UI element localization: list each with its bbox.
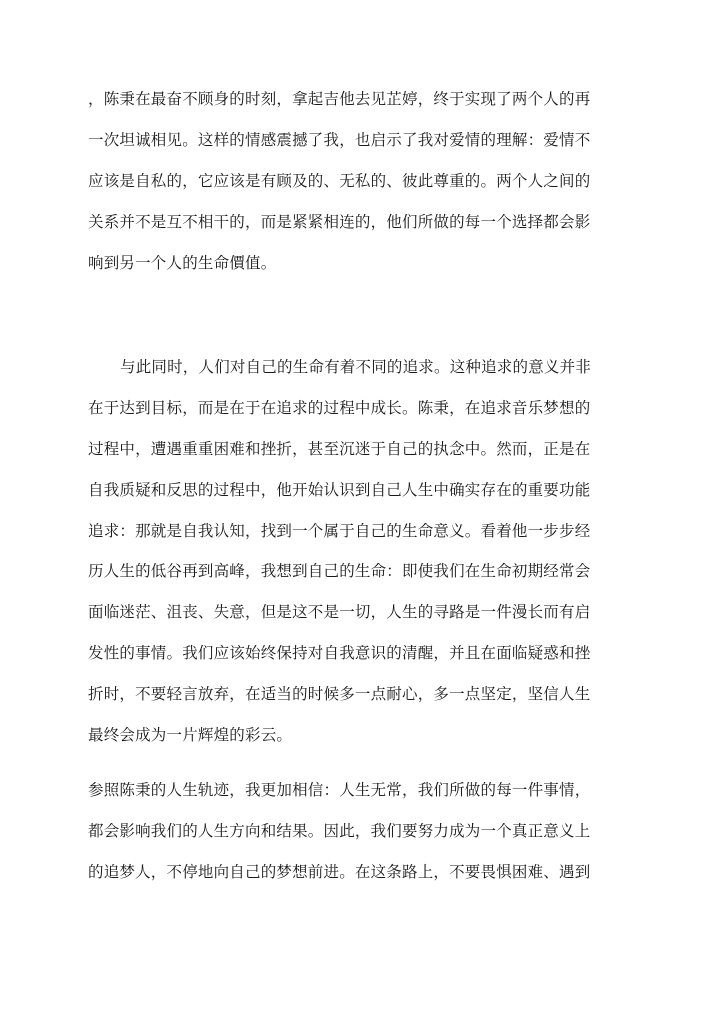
text-line: 都会影响我们的人生方向和结果。因此，我们要努力成为一个真正意义上 — [88, 821, 591, 840]
text-line: 追求：那就是自我认知，找到一个属于自己的生命意义。看着他一步步经 — [88, 521, 591, 540]
text-line: 的追梦人，不停地向自己的梦想前进。在这条路上，不要畏惧困难、遇到 — [88, 862, 591, 881]
text-line: 一次坦诚相见。这样的情感震撼了我，也启示了我对爱情的理解：爱情不 — [88, 130, 591, 149]
text-line: 在于达到目标，而是在于在追求的过程中成长。陈秉，在追求音乐梦想的 — [88, 398, 591, 417]
text-line: 与此同时，人们对自己的生命有着不同的追求。这种追求的意义并非 — [120, 358, 592, 376]
text-line: ，陈秉在最奋不顾身的时刻，拿起吉他去见芷婷，终于实现了两个人的再 — [88, 90, 591, 108]
text-line: 自我质疑和反思的过程中，他开始认识到自己人生中确实存在的重要功能 — [88, 480, 591, 499]
text-line: 响到另一个人的生命價值。 — [88, 253, 277, 272]
paragraph-love-reflection — [88, 79, 648, 283]
text-line: 参照陈秉的人生轨迹，我更加相信：人生无常，我们所做的每一件事情， — [88, 781, 591, 799]
text-line: 过程中，遭遇重重困难和挫折，甚至沉迷于自己的执念中。然而，正是在 — [88, 439, 591, 458]
text-line: 折时，不要轻言放弃，在适当的时候多一点耐心，多一点坚定，坚信人生 — [88, 685, 591, 704]
text-line: 最终会成为一片辉煌的彩云。 — [88, 726, 293, 745]
paragraph-dream-chaser — [88, 770, 648, 893]
text-line: 面临迷茫、沮丧、失意，但是这不是一切，人生的寻路是一件漫长而有启 — [88, 603, 591, 622]
paragraph-life-pursuit — [88, 347, 648, 756]
text-line: 历人生的低谷再到高峰，我想到自己的生命：即使我们在生命初期经常会 — [88, 562, 591, 581]
text-line: 发性的事情。我们应该始终保持对自我意识的清醒，并且在面临疑惑和挫 — [88, 644, 591, 663]
text-line: 应该是自私的，它应该是有顾及的、无私的、彼此尊重的。两个人之间的 — [88, 171, 591, 190]
text-line: 关系并不是互不相干的，而是紧紧相连的，他们所做的每一个选择都会影 — [88, 212, 591, 231]
